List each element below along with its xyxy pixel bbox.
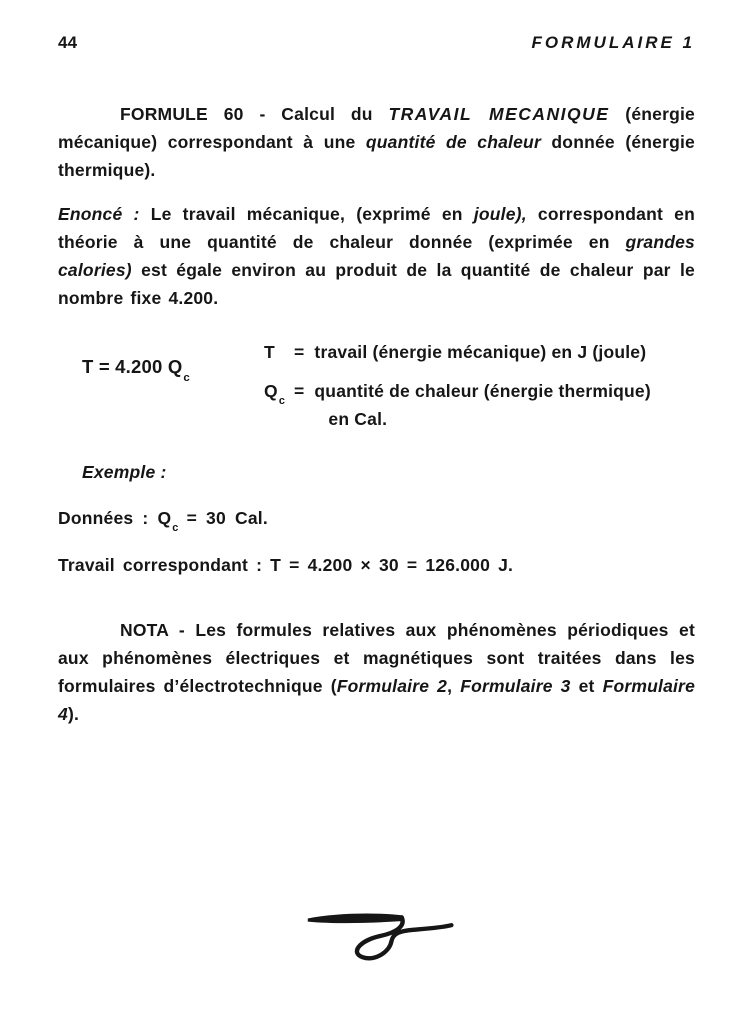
statement-paragraph (58, 200, 695, 312)
example-data-line: Données : $Q_c = 30$ Cal. (58, 508, 268, 535)
example-result-line: Travail correspondant : T = 4.200 × 30 = 126.000 J. (58, 555, 514, 575)
statement-part1: Le travail mécanique, (exprimé en (139, 204, 474, 224)
definition-equals: = (294, 342, 305, 362)
title-lead: FORMULE 60 (120, 104, 244, 124)
definition-symbol: T (264, 342, 275, 362)
nota-paragraph: NOTA - Les formules relatives aux phénomènes périodiques et aux phénomènes électriques et magnétiques sont traitées dans les formulaires d’électrotechnique (Formulaire 2, Formulaire 3 et Formulaire 4). (58, 620, 696, 724)
nota-part1: - Les formules relatives aux phénomènes périodiques et aux phénomènes électriques et magnétiques sont traitées dans les formulaires d’électrotechnique ( (58, 620, 695, 696)
flourish-decoration (298, 904, 456, 966)
statement-term-joule: joule), (473, 204, 527, 224)
title-mid2: (énergie mécanique) correspondant à une (58, 104, 695, 152)
running-title: FORMULAIRE 1 (531, 33, 695, 52)
nota-ref-formulaire-3: Formulaire 3 (460, 676, 571, 696)
title-term-mechanical-work: TRAVAIL MECANIQUE (388, 104, 610, 124)
nota-label: NOTA (120, 620, 169, 640)
definition-row-Qc (264, 377, 695, 433)
end-flourish-container (58, 904, 695, 971)
statement-part3: est égale environ au produit de la quantité de chaleur par le nombre fixe 4.200. (58, 260, 695, 308)
definition-text: quantité de chaleur (énergie thermique) en Cal. (314, 381, 651, 429)
page-header (58, 0, 695, 53)
title-tail: donnée (énergie thermique). (58, 132, 695, 180)
title-mid1: - Calcul du (243, 104, 389, 124)
nota-tail: ). (67, 704, 80, 724)
definition-text: travail (énergie mécanique) en J (joule) (314, 342, 647, 362)
statement-term-calories: grandes calories) (58, 232, 695, 280)
definition-equals: = (294, 381, 305, 401)
formula-expression-subscript: c (183, 371, 191, 384)
formula-definitions (264, 338, 695, 444)
statement-part2: correspondant en théorie à une quantité de chaleur donnée (exprimée en (58, 204, 695, 252)
nota-ref-formulaire-2: Formulaire 2 (336, 676, 448, 696)
page-number: 44 (58, 33, 78, 52)
example-label: Exemple : (82, 462, 167, 482)
formula-title (58, 100, 695, 184)
definition-row-T (264, 338, 695, 366)
definition-symbol: $Q_c$ (264, 381, 286, 408)
nota-ref-formulaire-4: Formulaire 4 (58, 676, 696, 724)
formula-block (58, 338, 695, 444)
statement-label: Enoncé : (58, 204, 140, 224)
formula-expression-text: T = 4.200 Q (82, 356, 183, 377)
formula-expression (82, 338, 232, 444)
title-term-heat-quantity: quantité de chaleur (365, 132, 541, 152)
